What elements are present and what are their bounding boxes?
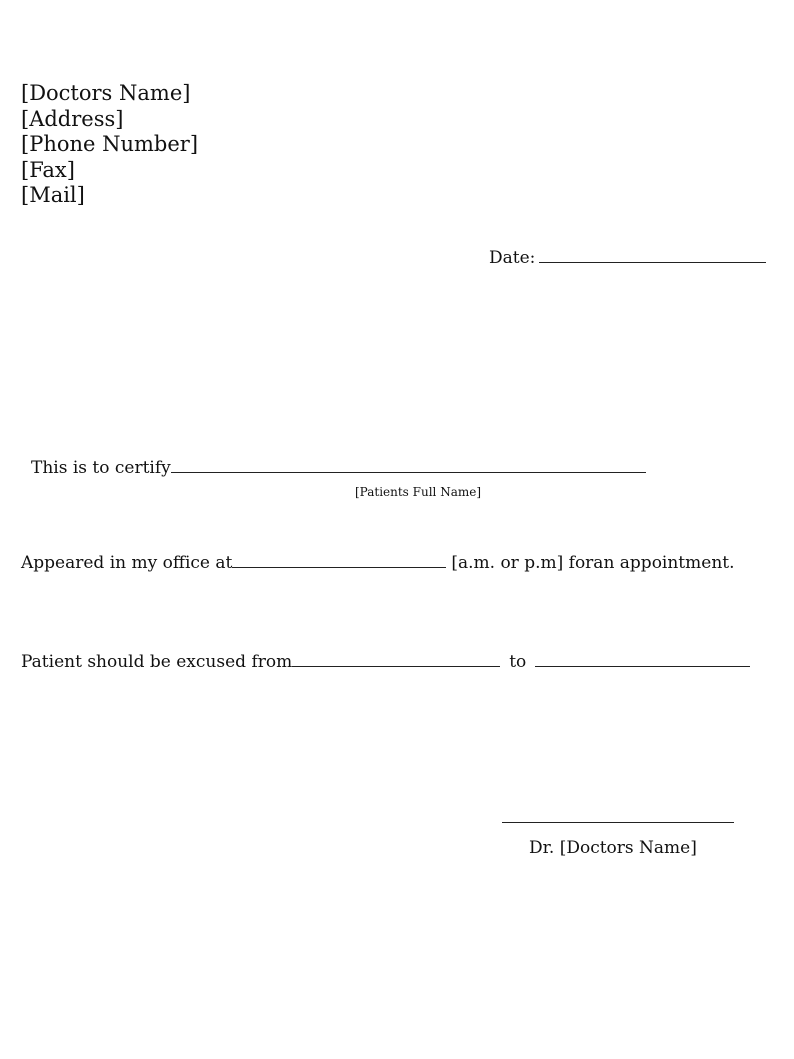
excuse-from-blank-line[interactable] bbox=[292, 649, 500, 667]
patient-name-blank-line[interactable] bbox=[171, 455, 646, 473]
patient-name-caption: [Patients Full Name] bbox=[355, 485, 482, 499]
doctor-contact-block bbox=[21, 81, 198, 209]
doctor-phone: [Phone Number] bbox=[21, 132, 199, 156]
signature-line[interactable] bbox=[502, 822, 734, 823]
certify-text: This is to certify bbox=[31, 458, 171, 478]
signature-doctor-name: Dr. [Doctors Name] bbox=[529, 838, 697, 858]
doctor-name: [Doctors Name] bbox=[21, 81, 191, 105]
appointment-time-blank-line[interactable] bbox=[232, 550, 446, 568]
excuse-to-blank-line[interactable] bbox=[535, 649, 750, 667]
excuse-to-label: to bbox=[509, 652, 527, 672]
appointment-prefix: Appeared in my office at bbox=[21, 553, 233, 573]
doctor-fax: [Fax] bbox=[21, 157, 75, 182]
excuse-prefix: Patient should be excused from bbox=[21, 652, 293, 672]
certify-row bbox=[31, 455, 646, 478]
doctor-address: [Address] bbox=[21, 106, 124, 131]
date-label: Date: bbox=[489, 248, 536, 268]
date-row bbox=[489, 245, 766, 268]
excuse-row bbox=[21, 649, 750, 672]
appointment-row bbox=[21, 550, 735, 573]
date-blank-line[interactable] bbox=[539, 245, 766, 263]
appointment-suffix: [a.m. or p.m] foran appointment. bbox=[451, 553, 735, 573]
doctor-mail: [Mail] bbox=[21, 183, 85, 207]
